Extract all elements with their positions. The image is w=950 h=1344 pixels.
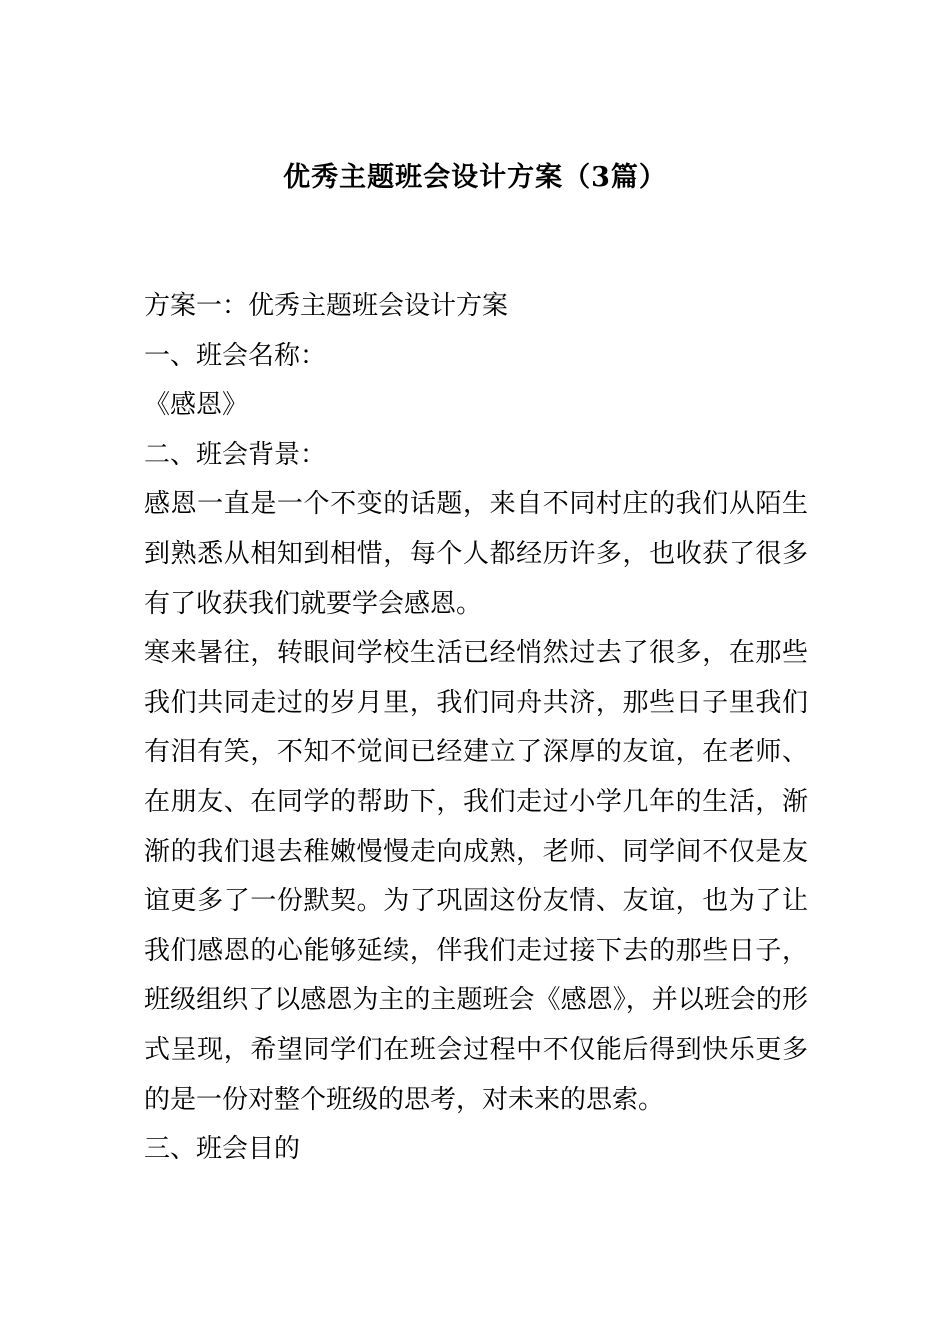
meeting-name: 《感恩》: [144, 390, 249, 421]
background-paragraph-1: 感恩一直是一个不变的话题，来自不同村庄的我们从陌生到熟悉从相知到相惜，每个人都经历许多，也收获了很多有了收获我们就要学会感恩。: [144, 489, 808, 619]
section-three-heading: 三、班会目的: [144, 1134, 301, 1165]
background-paragraph-2: 寒来暑往，转眼间学校生活已经悄然过去了很多，在那些我们共同走过的岁月里，我们同舟共济，那些日子里我们有泪有笑，不知不觉间已经建立了深厚的友谊，在老师、在朋友、在同学的帮助下，我们走过小学几年的生活，渐渐的我们退去稚嫩慢慢走向成熟，老师、同学间不仅是友谊更多了一份默契。为了巩固这份友情、友谊，也为了让我们感恩的心能够延续，伴我们走过接下去的那些日子，班级组织了以感恩为主的主题班会《感恩》，并以班会的形式呈现，希望同学们在班会过程中不仅能后得到快乐更多的是一份对整个班级的思考，对未来的思索。: [144, 638, 808, 1115]
document-title: 优秀主题班会设计方案（3篇）: [283, 162, 667, 193]
section-one-heading: 一、班会名称：: [144, 340, 327, 371]
plan-one-heading: 方案一：优秀主题班会设计方案: [144, 291, 509, 321]
document-body: [144, 282, 808, 1175]
section-two-heading: 二、班会背景：: [144, 439, 327, 470]
